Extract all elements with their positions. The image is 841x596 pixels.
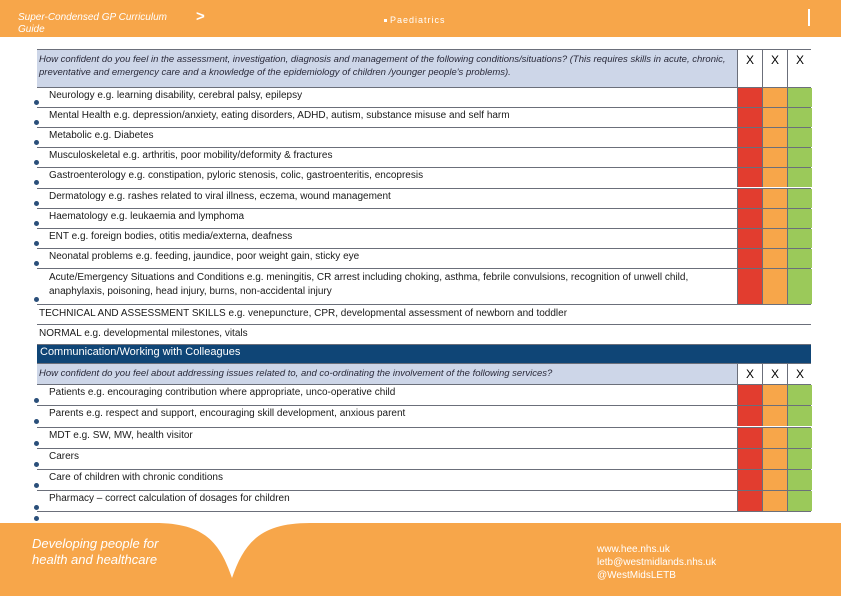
condition-row — [37, 248, 811, 268]
guide-title: Super-Condensed GP Curriculum Guide — [18, 12, 167, 35]
condition-row — [37, 448, 811, 469]
rating-not-confident-cell[interactable] — [737, 229, 762, 248]
bullet-icon — [34, 180, 39, 185]
column-header-x: X — [737, 364, 762, 384]
rating-confident-cell[interactable] — [787, 189, 812, 208]
section-heading: Communication/Working with Colleagues — [40, 345, 241, 358]
rating-partly-confident-cell[interactable] — [762, 249, 787, 268]
bullet-icon — [34, 297, 39, 302]
rating-confident-cell[interactable] — [787, 209, 812, 228]
condition-row — [37, 87, 811, 107]
condition-label: Haematology e.g. leukaemia and lymphoma — [49, 210, 245, 222]
rating-partly-confident-cell[interactable] — [762, 428, 787, 448]
condition-label: Dermatology e.g. rashes related to viral illness, eczema, wound management — [49, 190, 391, 202]
condition-row — [37, 127, 811, 147]
rating-not-confident-cell[interactable] — [737, 249, 762, 268]
rating-not-confident-cell[interactable] — [737, 449, 762, 469]
condition-label: Mental Health e.g. depression/anxiety, eating disorders, ADHD, autism, substance misuse and self harm — [49, 110, 510, 122]
condition-row — [37, 490, 811, 511]
column-header-x: X — [737, 50, 762, 87]
question-row — [37, 49, 811, 87]
rating-partly-confident-cell[interactable] — [762, 209, 787, 228]
condition-label: Musculoskeletal e.g. arthritis, poor mobility/deformity & fractures — [49, 150, 333, 162]
bullet-icon — [34, 505, 39, 510]
condition-label: Pharmacy – correct calculation of dosages for children — [49, 493, 290, 505]
column-header-x: X — [787, 364, 812, 384]
rating-not-confident-cell[interactable] — [737, 385, 762, 405]
rating-confident-cell[interactable] — [787, 470, 812, 490]
rating-confident-cell[interactable] — [787, 385, 812, 405]
rating-partly-confident-cell[interactable] — [762, 406, 787, 426]
rating-partly-confident-cell[interactable] — [762, 168, 787, 187]
condition-row — [37, 427, 811, 448]
condition-label: Metabolic e.g. Diabetes — [49, 130, 154, 142]
bullet-icon — [34, 160, 39, 165]
column-header-x: X — [787, 50, 812, 87]
rating-not-confident-cell[interactable] — [737, 428, 762, 448]
rating-confident-cell[interactable] — [787, 449, 812, 469]
rating-not-confident-cell[interactable] — [737, 189, 762, 208]
rating-not-confident-cell[interactable] — [737, 209, 762, 228]
condition-row — [37, 469, 811, 490]
rating-partly-confident-cell[interactable] — [762, 470, 787, 490]
column-header-x: X — [762, 50, 787, 87]
footer-tagline: Developing people for health and healthcare — [32, 536, 159, 567]
column-header-x: X — [762, 364, 787, 384]
bullet-icon — [34, 398, 39, 403]
rating-not-confident-cell[interactable] — [737, 88, 762, 107]
normal-row — [37, 324, 811, 344]
rating-not-confident-cell[interactable] — [737, 269, 762, 304]
question-text: How confident do you feel about addressing issues related to, and co-ordinating the involvement of the following services? — [39, 367, 553, 379]
rating-partly-confident-cell[interactable] — [762, 148, 787, 167]
skills-row — [37, 304, 811, 324]
condition-label: Parents e.g. respect and support, encouraging skill development, anxious parent — [49, 408, 406, 420]
rating-partly-confident-cell[interactable] — [762, 385, 787, 405]
condition-label: MDT e.g. SW, MW, health visitor — [49, 429, 193, 441]
header-divider — [808, 9, 810, 26]
skills-label: TECHNICAL AND ASSESSMENT SKILLS e.g. venepuncture, CPR, developmental assessment of newborn and toddler — [39, 307, 568, 319]
rating-not-confident-cell[interactable] — [737, 168, 762, 187]
section-label — [384, 15, 446, 25]
rating-confident-cell[interactable] — [787, 128, 812, 147]
rating-partly-confident-cell[interactable] — [762, 108, 787, 127]
rating-confident-cell[interactable] — [787, 406, 812, 426]
bullet-icon — [34, 100, 39, 105]
section-label-text: Paediatrics — [390, 15, 446, 25]
bullet-icon — [34, 261, 39, 266]
rating-confident-cell[interactable] — [787, 428, 812, 448]
condition-row — [37, 107, 811, 127]
condition-label: Neurology e.g. learning disability, cerebral palsy, epilepsy — [49, 90, 303, 101]
footer-bar — [0, 523, 841, 596]
condition-label: Gastroenterology e.g. constipation, pyloric stenosis, colic, gastroenteritis, encopresis — [49, 170, 424, 182]
rating-partly-confident-cell[interactable] — [762, 229, 787, 248]
rating-confident-cell[interactable] — [787, 108, 812, 127]
bullet-icon — [34, 462, 39, 467]
condition-row — [37, 384, 811, 405]
section-heading-row — [37, 344, 811, 363]
rating-partly-confident-cell[interactable] — [762, 189, 787, 208]
rating-not-confident-cell[interactable] — [737, 470, 762, 490]
condition-label: Acute/Emergency Situations and Conditions e.g. meningitis, CR arrest including choking, asthma, febrile convulsions, recognition of unwell child, anaphylaxis, poisoning, head injury, burns, non-accidental injury — [49, 271, 689, 297]
condition-label: Care of children with chronic conditions — [49, 472, 223, 484]
footer-email[interactable]: letb@westmidlands.nhs.uk — [597, 557, 717, 568]
rating-confident-cell[interactable] — [787, 88, 812, 107]
rating-confident-cell[interactable] — [787, 168, 812, 187]
condition-row — [37, 167, 811, 187]
condition-row — [37, 208, 811, 228]
rating-partly-confident-cell[interactable] — [762, 128, 787, 147]
condition-label: ENT e.g. foreign bodies, otitis media/externa, deafness — [49, 230, 293, 242]
bullet-icon — [34, 120, 39, 125]
bullet-icon — [384, 19, 387, 22]
rating-confident-cell[interactable] — [787, 269, 812, 304]
rating-confident-cell[interactable] — [787, 249, 812, 268]
rating-partly-confident-cell[interactable] — [762, 491, 787, 510]
rating-not-confident-cell[interactable] — [737, 406, 762, 426]
rating-not-confident-cell[interactable] — [737, 491, 762, 510]
rating-not-confident-cell[interactable] — [737, 148, 762, 167]
footer-url[interactable]: www.hee.nhs.uk — [597, 544, 670, 555]
rating-confident-cell[interactable] — [787, 229, 812, 248]
rating-confident-cell[interactable] — [787, 491, 812, 510]
bullet-icon — [34, 419, 39, 424]
condition-label: Carers — [49, 450, 80, 462]
question-row — [37, 363, 811, 384]
bullet-icon — [34, 441, 39, 446]
rating-partly-confident-cell[interactable] — [762, 88, 787, 107]
bullet-icon — [34, 483, 39, 488]
rating-not-confident-cell[interactable] — [737, 108, 762, 127]
condition-label: Patients e.g. encouraging contribution where appropriate, unco-operative child — [49, 386, 396, 398]
condition-row — [37, 228, 811, 248]
bullet-icon — [34, 140, 39, 145]
rating-partly-confident-cell[interactable] — [762, 269, 787, 304]
chevron-right-icon: > — [196, 8, 205, 25]
curriculum-table — [37, 49, 811, 516]
bullet-icon — [34, 221, 39, 226]
rating-confident-cell[interactable] — [787, 148, 812, 167]
condition-row — [37, 405, 811, 426]
rating-not-confident-cell[interactable] — [737, 128, 762, 147]
bullet-icon — [34, 241, 39, 246]
bullet-icon — [34, 516, 39, 521]
footer-twitter[interactable]: @WestMidsLETB — [597, 570, 676, 581]
bullet-icon — [34, 201, 39, 206]
header-bar — [0, 0, 841, 37]
condition-label: Neonatal problems e.g. feeding, jaundice, poor weight gain, sticky eye — [49, 250, 360, 262]
condition-row — [37, 188, 811, 208]
condition-row — [37, 268, 811, 304]
normal-label: NORMAL e.g. developmental milestones, vitals — [39, 327, 248, 339]
condition-row — [37, 147, 811, 167]
question-text: How confident do you feel in the assessment, investigation, diagnosis and management of the following conditions/situations? (This requires skills in acute, chronic, preventative and emergency care and a knowledge of the epidemiology of children /younger people's problems). — [39, 54, 726, 78]
rating-partly-confident-cell[interactable] — [762, 449, 787, 469]
footer-contact — [597, 543, 716, 582]
